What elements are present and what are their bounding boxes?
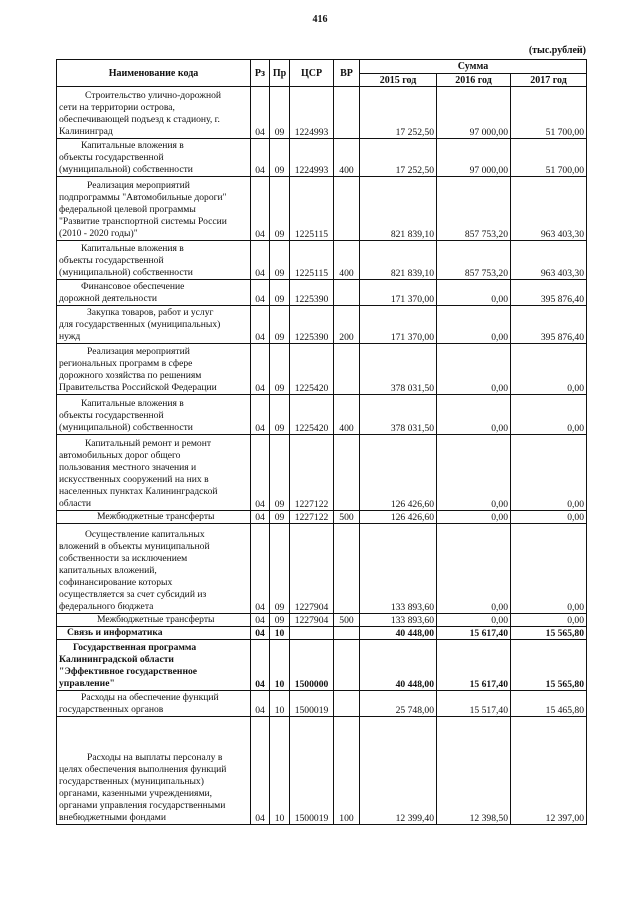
cell-pr: 09 bbox=[270, 87, 290, 139]
cell-vr bbox=[334, 344, 360, 395]
cell-rz: 04 bbox=[251, 280, 270, 306]
cell-y2016: 15 617,40 bbox=[437, 627, 511, 640]
table-row bbox=[57, 395, 587, 435]
cell-name: Строительство улично-дорожной сети на территории острова, обеспечивающей подъезд к стадиону, г. Калининград bbox=[57, 87, 251, 139]
cell-pr: 10 bbox=[270, 717, 290, 825]
cell-y2015: 821 839,10 bbox=[360, 177, 437, 241]
cell-rz: 04 bbox=[251, 614, 270, 627]
cell-y2016: 0,00 bbox=[437, 524, 511, 614]
cell-pr: 09 bbox=[270, 511, 290, 524]
cell-csr: 1224993 bbox=[290, 87, 334, 139]
cell-csr: 1227122 bbox=[290, 435, 334, 511]
table-row bbox=[57, 614, 587, 627]
cell-y2016: 0,00 bbox=[437, 280, 511, 306]
cell-rz: 04 bbox=[251, 344, 270, 395]
cell-pr: 10 bbox=[270, 691, 290, 717]
table-row bbox=[57, 306, 587, 344]
cell-vr bbox=[334, 87, 360, 139]
cell-y2015: 17 252,50 bbox=[360, 87, 437, 139]
cell-y2016: 15 517,40 bbox=[437, 691, 511, 717]
cell-y2017: 963 403,30 bbox=[511, 177, 587, 241]
header-sum: Сумма bbox=[360, 60, 587, 74]
cell-csr bbox=[290, 627, 334, 640]
cell-rz: 04 bbox=[251, 241, 270, 280]
cell-y2017: 0,00 bbox=[511, 344, 587, 395]
cell-y2015: 171 370,00 bbox=[360, 280, 437, 306]
table-row bbox=[57, 717, 587, 825]
cell-csr: 1225115 bbox=[290, 177, 334, 241]
cell-csr: 1227122 bbox=[290, 511, 334, 524]
cell-y2017: 15 565,80 bbox=[511, 640, 587, 691]
table-row bbox=[57, 177, 587, 241]
cell-csr: 1227904 bbox=[290, 524, 334, 614]
cell-pr: 10 bbox=[270, 640, 290, 691]
cell-y2015: 25 748,00 bbox=[360, 691, 437, 717]
header-2015: 2015 год bbox=[360, 74, 437, 87]
cell-name: Реализация мероприятий подпрограммы "Автомобильные дороги" федеральной целевой программы "Развитие транспортной системы России (2010 - 2020 годы)" bbox=[57, 177, 251, 241]
cell-rz: 04 bbox=[251, 395, 270, 435]
cell-y2015: 126 426,60 bbox=[360, 435, 437, 511]
cell-csr: 1225420 bbox=[290, 344, 334, 395]
cell-y2015: 40 448,00 bbox=[360, 627, 437, 640]
cell-y2017: 0,00 bbox=[511, 511, 587, 524]
cell-pr: 09 bbox=[270, 306, 290, 344]
cell-csr: 1500019 bbox=[290, 691, 334, 717]
header-pr: Пр bbox=[270, 60, 290, 87]
cell-y2017: 395 876,40 bbox=[511, 280, 587, 306]
table-row bbox=[57, 511, 587, 524]
cell-y2015: 17 252,50 bbox=[360, 139, 437, 177]
cell-rz: 04 bbox=[251, 717, 270, 825]
cell-pr: 09 bbox=[270, 435, 290, 511]
cell-y2016: 857 753,20 bbox=[437, 241, 511, 280]
cell-y2017: 963 403,30 bbox=[511, 241, 587, 280]
cell-y2017: 0,00 bbox=[511, 614, 587, 627]
cell-vr bbox=[334, 435, 360, 511]
cell-name: Межбюджетные трансферты bbox=[57, 614, 251, 627]
units-label: (тыс.рублей) bbox=[528, 45, 586, 56]
cell-name: Реализация мероприятий региональных программ в сфере дорожного хозяйства по решениям Правительства Российской Федерации bbox=[57, 344, 251, 395]
cell-y2017: 0,00 bbox=[511, 435, 587, 511]
cell-csr: 1227904 bbox=[290, 614, 334, 627]
cell-vr: 500 bbox=[334, 511, 360, 524]
header-2016: 2016 год bbox=[437, 74, 511, 87]
cell-vr bbox=[334, 691, 360, 717]
cell-name: Осуществление капитальных вложений в объекты муниципальной собственности за исключением капитальных вложений, софинансирование которых осуществляется за счет субсидий из федерального бюджета bbox=[57, 524, 251, 614]
cell-rz: 04 bbox=[251, 139, 270, 177]
cell-y2015: 133 893,60 bbox=[360, 524, 437, 614]
cell-y2016: 0,00 bbox=[437, 306, 511, 344]
cell-vr: 200 bbox=[334, 306, 360, 344]
cell-y2015: 821 839,10 bbox=[360, 241, 437, 280]
cell-pr: 09 bbox=[270, 395, 290, 435]
cell-y2016: 0,00 bbox=[437, 435, 511, 511]
cell-name: Финансовое обеспечение дорожной деятельности bbox=[57, 280, 251, 306]
table-row bbox=[57, 139, 587, 177]
cell-vr bbox=[334, 524, 360, 614]
cell-csr: 1224993 bbox=[290, 139, 334, 177]
cell-name: Закупка товаров, работ и услуг для государственных (муниципальных) нужд bbox=[57, 306, 251, 344]
cell-rz: 04 bbox=[251, 306, 270, 344]
cell-vr bbox=[334, 280, 360, 306]
cell-rz: 04 bbox=[251, 87, 270, 139]
table-row bbox=[57, 435, 587, 511]
cell-csr: 1225115 bbox=[290, 241, 334, 280]
table-row bbox=[57, 344, 587, 395]
cell-y2015: 378 031,50 bbox=[360, 395, 437, 435]
cell-pr: 09 bbox=[270, 177, 290, 241]
cell-pr: 10 bbox=[270, 627, 290, 640]
cell-pr: 09 bbox=[270, 344, 290, 395]
cell-name: Государственная программа Калининградской области "Эффективное государственное управление" bbox=[57, 640, 251, 691]
cell-name: Расходы на выплаты персоналу в целях обеспечения выполнения функций государственных (муниципальных) органами, казенными учреждениями, органами управления государственными внебюджетными фондами bbox=[57, 717, 251, 825]
cell-rz: 04 bbox=[251, 177, 270, 241]
cell-y2016: 857 753,20 bbox=[437, 177, 511, 241]
cell-y2017: 12 397,00 bbox=[511, 717, 587, 825]
cell-y2016: 15 617,40 bbox=[437, 640, 511, 691]
cell-rz: 04 bbox=[251, 524, 270, 614]
table-row bbox=[57, 280, 587, 306]
table-row bbox=[57, 691, 587, 717]
header-name: Наименование кода bbox=[57, 60, 251, 87]
cell-vr: 400 bbox=[334, 241, 360, 280]
cell-y2016: 0,00 bbox=[437, 511, 511, 524]
header-rz: Рз bbox=[251, 60, 270, 87]
cell-name: Связь и информатика bbox=[57, 627, 251, 640]
cell-pr: 09 bbox=[270, 280, 290, 306]
cell-name: Расходы на обеспечение функций государственных органов bbox=[57, 691, 251, 717]
cell-y2017: 51 700,00 bbox=[511, 139, 587, 177]
cell-y2016: 97 000,00 bbox=[437, 87, 511, 139]
cell-y2017: 395 876,40 bbox=[511, 306, 587, 344]
cell-y2015: 378 031,50 bbox=[360, 344, 437, 395]
cell-vr bbox=[334, 640, 360, 691]
cell-y2017: 15 565,80 bbox=[511, 627, 587, 640]
cell-csr: 1225390 bbox=[290, 280, 334, 306]
header-csr: ЦСР bbox=[290, 60, 334, 87]
cell-y2016: 0,00 bbox=[437, 395, 511, 435]
cell-y2016: 97 000,00 bbox=[437, 139, 511, 177]
cell-pr: 09 bbox=[270, 524, 290, 614]
cell-name: Капитальные вложения в объекты государственной (муниципальной) собственности bbox=[57, 395, 251, 435]
cell-y2015: 126 426,60 bbox=[360, 511, 437, 524]
table-row bbox=[57, 87, 587, 139]
table-row bbox=[57, 524, 587, 614]
cell-vr bbox=[334, 177, 360, 241]
cell-rz: 04 bbox=[251, 511, 270, 524]
budget-table bbox=[56, 59, 587, 825]
cell-name: Капитальные вложения в объекты государственной (муниципальной) собственности bbox=[57, 241, 251, 280]
cell-rz: 04 bbox=[251, 627, 270, 640]
cell-csr: 1500000 bbox=[290, 640, 334, 691]
cell-name: Капитальный ремонт и ремонт автомобильных дорог общего пользования местного значения и искусственных сооружений на них в населенных пунктах Калининградской области bbox=[57, 435, 251, 511]
cell-y2016: 0,00 bbox=[437, 344, 511, 395]
page-number: 416 bbox=[312, 14, 328, 25]
cell-y2017: 0,00 bbox=[511, 524, 587, 614]
cell-y2015: 12 399,40 bbox=[360, 717, 437, 825]
cell-rz: 04 bbox=[251, 435, 270, 511]
cell-csr: 1500019 bbox=[290, 717, 334, 825]
cell-name: Капитальные вложения в объекты государственной (муниципальной) собственности bbox=[57, 139, 251, 177]
cell-vr: 400 bbox=[334, 139, 360, 177]
cell-y2017: 51 700,00 bbox=[511, 87, 587, 139]
cell-rz: 04 bbox=[251, 691, 270, 717]
cell-rz: 04 bbox=[251, 640, 270, 691]
cell-y2015: 133 893,60 bbox=[360, 614, 437, 627]
table-row bbox=[57, 640, 587, 691]
cell-csr: 1225420 bbox=[290, 395, 334, 435]
header-2017: 2017 год bbox=[511, 74, 587, 87]
cell-pr: 09 bbox=[270, 614, 290, 627]
cell-y2015: 40 448,00 bbox=[360, 640, 437, 691]
cell-vr: 500 bbox=[334, 614, 360, 627]
cell-vr: 400 bbox=[334, 395, 360, 435]
cell-y2017: 0,00 bbox=[511, 395, 587, 435]
cell-y2017: 15 465,80 bbox=[511, 691, 587, 717]
table-row bbox=[57, 627, 587, 640]
cell-y2015: 171 370,00 bbox=[360, 306, 437, 344]
cell-pr: 09 bbox=[270, 241, 290, 280]
header-vr: ВР bbox=[334, 60, 360, 87]
cell-csr: 1225390 bbox=[290, 306, 334, 344]
table-row bbox=[57, 241, 587, 280]
cell-pr: 09 bbox=[270, 139, 290, 177]
cell-vr: 100 bbox=[334, 717, 360, 825]
cell-name: Межбюджетные трансферты bbox=[57, 511, 251, 524]
cell-y2016: 12 398,50 bbox=[437, 717, 511, 825]
cell-y2016: 0,00 bbox=[437, 614, 511, 627]
cell-vr bbox=[334, 627, 360, 640]
